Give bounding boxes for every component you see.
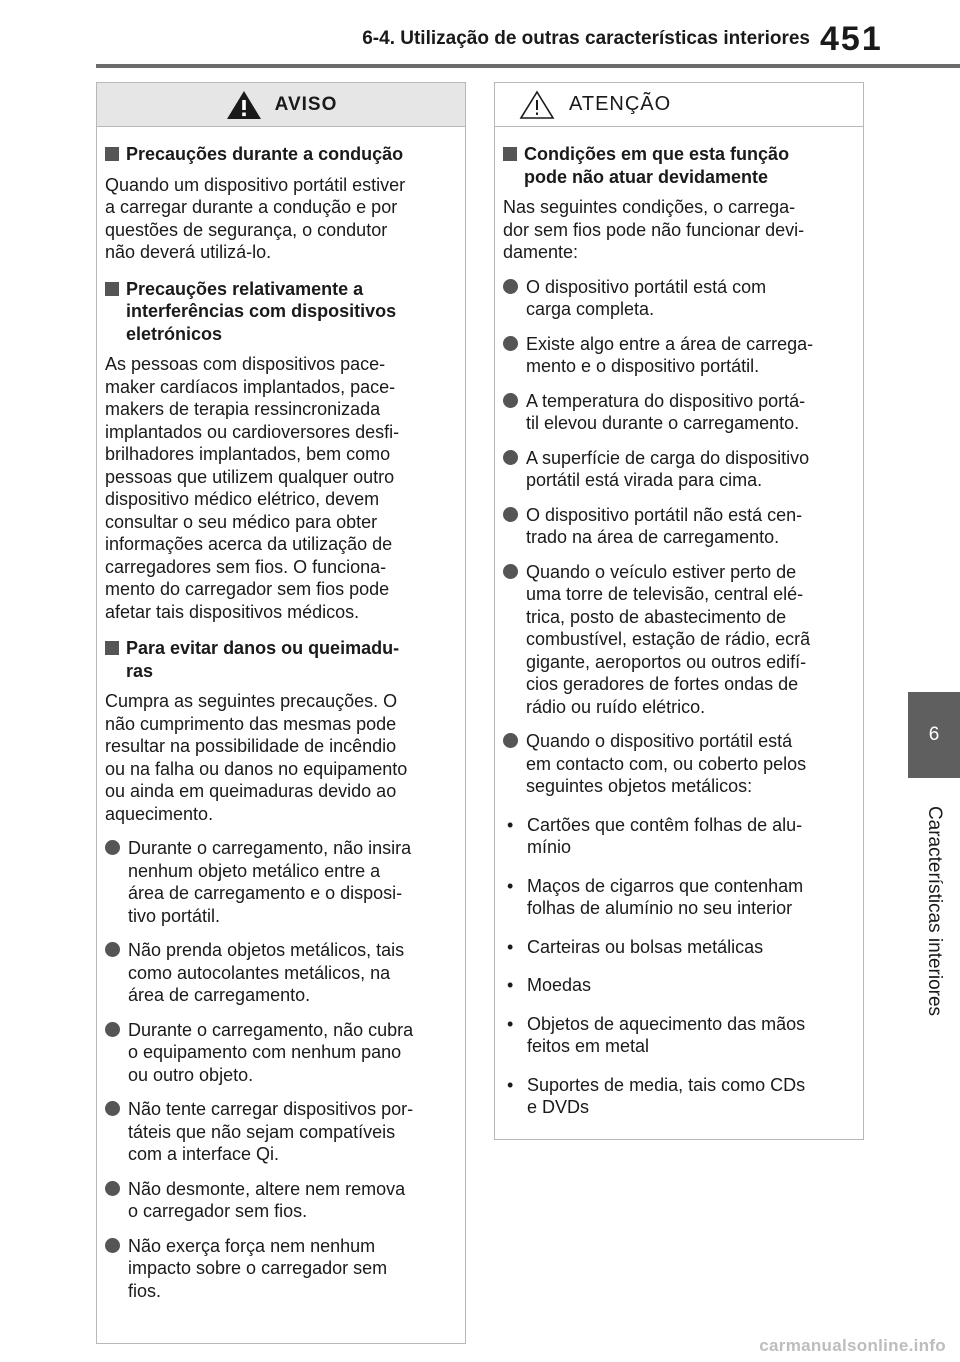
dash-list-item — [503, 814, 851, 859]
caution-triangle-icon — [519, 90, 555, 120]
text-line: O dispositivo portátil está com — [526, 276, 767, 297]
text-line: dispositivo médico elétrico, devem — [105, 489, 380, 509]
text-line: aquecimento. — [105, 803, 214, 824]
text-line: fios. — [128, 1280, 162, 1301]
circle-bullet-icon — [105, 1022, 120, 1037]
list-item — [105, 939, 453, 1007]
text-line: dor sem fios pode não funcionar devi- — [503, 219, 805, 240]
text-line: brilhadores implantados, bem como — [105, 444, 391, 464]
text-line: portátil está virada para cima. — [526, 470, 763, 490]
text-line: Objetos de aquecimento das mãos — [527, 1013, 806, 1034]
text-line: em contacto com, ou coberto pelos — [526, 753, 807, 774]
text-line: combustível, estação de rádio, ecrã — [526, 629, 811, 649]
paragraph — [105, 353, 453, 623]
circle-bullet-icon — [503, 393, 518, 408]
list-item — [503, 390, 851, 435]
circle-bullet-icon — [503, 450, 518, 465]
heading-line: Precauções durante a condução — [126, 144, 404, 164]
circle-bullet-icon — [105, 942, 120, 957]
text-line: rádio ou ruído elétrico. — [526, 696, 706, 717]
heading-line: eletrónicos — [126, 323, 223, 344]
caution-title: ATENÇÃO — [569, 93, 672, 115]
text-line: gigante, aeroportos ou outros edifí- — [526, 651, 807, 672]
square-bullet-icon — [105, 282, 119, 296]
list-item — [105, 1019, 453, 1087]
text-line: A temperatura do dispositivo portá- — [526, 390, 806, 411]
circle-bullet-icon — [503, 336, 518, 351]
watermark: carmanualsonline.info — [759, 1336, 946, 1355]
text-line: damente: — [503, 242, 579, 262]
dash-list-item — [503, 1013, 851, 1058]
circle-bullet-icon — [503, 733, 518, 748]
text-line: mínio — [527, 837, 572, 857]
text-line: feitos em metal — [527, 1036, 650, 1056]
text-line: Existe algo entre a área de carrega- — [526, 333, 814, 354]
text-line: mento e o dispositivo portátil. — [526, 356, 760, 376]
dash-bullet-icon: • — [507, 875, 514, 896]
text-line: implantados ou cardioversores desfi- — [105, 421, 400, 442]
text-line: resultar na possibilidade de incêndio — [105, 736, 397, 756]
text-line: uma torre de televisão, central elé- — [526, 584, 804, 604]
heading-line: Para evitar danos ou queimadu- — [126, 638, 400, 658]
text-line: Durante o carregamento, não cubra — [128, 1019, 414, 1040]
page-number: 451 — [820, 20, 883, 58]
text-line: afetar tais dispositivos médicos. — [105, 601, 360, 622]
text-line: makers de terapia ressincronizada — [105, 399, 381, 419]
list-item — [105, 837, 453, 927]
dash-bullet-icon: • — [507, 814, 514, 835]
circle-bullet-icon — [503, 507, 518, 522]
text-line: Quando o veículo estiver perto de — [526, 561, 797, 582]
text-line: Moedas — [527, 975, 592, 995]
heading-line: Precauções relativamente a — [126, 278, 364, 299]
text-line: Quando o dispositivo portátil está — [526, 731, 793, 751]
text-line: Durante o carregamento, não insira — [128, 838, 412, 858]
text-line: tivo portátil. — [128, 905, 221, 926]
text-line: Não exerça força nem nenhum — [128, 1235, 376, 1256]
text-line: ou ainda em queimaduras devido ao — [105, 781, 397, 801]
text-line: Maços de cigarros que contenham — [527, 875, 804, 896]
text-line: Não tente carregar dispositivos por- — [128, 1099, 414, 1119]
heading-line: ras — [126, 660, 154, 681]
text-line: nenhum objeto metálico entre a — [128, 860, 381, 881]
section-title: 6-4. Utilização de outras características interiores — [362, 28, 810, 49]
text-line: mento do carregador sem fios pode — [105, 579, 390, 599]
text-line: trica, posto de abastecimento de — [526, 606, 787, 627]
dash-list-item — [503, 936, 851, 959]
heading-line: interferências com dispositivos — [126, 301, 397, 321]
list-item — [503, 447, 851, 492]
list-item — [503, 730, 851, 798]
circle-bullet-icon — [105, 1101, 120, 1116]
circle-bullet-icon — [105, 1181, 120, 1196]
text-line: Cumpra as seguintes precauções. O — [105, 691, 398, 711]
section-heading — [105, 278, 453, 346]
chapter-label — [908, 786, 960, 1036]
text-line: consultar o seu médico para obter — [105, 511, 378, 532]
warning-box — [96, 82, 466, 1344]
text-line: Quando um dispositivo portátil estiver — [105, 174, 406, 195]
list-item — [105, 1178, 453, 1223]
dash-bullet-icon: • — [507, 1013, 514, 1034]
list-item — [503, 504, 851, 549]
text-line: questões de segurança, o condutor — [105, 219, 388, 240]
text-line: e DVDs — [527, 1097, 590, 1117]
text-line: o equipamento com nenhum pano — [128, 1042, 402, 1062]
text-line: Suportes de media, tais como CDs — [527, 1074, 806, 1095]
text-line: carregadores sem fios. O funciona- — [105, 556, 387, 577]
text-line: trado na área de carregamento. — [526, 527, 780, 547]
circle-bullet-icon — [503, 279, 518, 294]
dash-list-item — [503, 1074, 851, 1119]
list-item — [105, 1235, 453, 1303]
warning-header — [97, 83, 465, 127]
text-line: área de carregamento. — [128, 985, 311, 1005]
circle-bullet-icon — [105, 1238, 120, 1253]
section-heading — [105, 637, 453, 682]
text-line: folhas de alumínio no seu interior — [527, 898, 793, 918]
text-line: o carregador sem fios. — [128, 1201, 308, 1221]
text-line: não cumprimento das mesmas pode — [105, 713, 397, 734]
text-line: As pessoas com dispositivos pace- — [105, 354, 386, 374]
chapter-tab[interactable]: 6 — [908, 692, 960, 778]
dash-bullet-icon: • — [507, 936, 514, 957]
list-item — [503, 276, 851, 321]
text-line: pessoas que utilizem qualquer outro — [105, 466, 395, 487]
square-bullet-icon — [503, 147, 517, 161]
text-line: carga completa. — [526, 299, 655, 319]
warning-triangle-icon — [225, 89, 263, 121]
text-line: A superfície de carga do dispositivo — [526, 447, 810, 468]
text-line: Nas seguintes condições, o carrega- — [503, 197, 796, 217]
header-rule — [96, 64, 960, 68]
circle-bullet-icon — [503, 564, 518, 579]
heading-line: Condições em que esta função — [524, 144, 790, 164]
paragraph — [105, 690, 453, 825]
text-line: táteis que não sejam compatíveis — [128, 1121, 396, 1142]
text-line: Não desmonte, altere nem remova — [128, 1178, 406, 1199]
paragraph — [105, 174, 453, 264]
caution-box — [494, 82, 864, 1140]
list-item — [503, 561, 851, 719]
warning-title: AVISO — [274, 93, 338, 115]
text-line: como autocolantes metálicos, na — [128, 962, 391, 983]
text-line: com a interface Qi. — [128, 1144, 280, 1164]
text-line: til elevou durante o carregamento. — [526, 413, 800, 433]
dash-bullet-icon: • — [507, 975, 514, 995]
text-line: Cartões que contêm folhas de alu- — [527, 814, 803, 835]
heading-line: pode não atuar devidamente — [524, 166, 769, 187]
text-line: a carregar durante a condução e por — [105, 197, 398, 217]
section-heading — [105, 143, 453, 166]
text-line: ou na falha ou danos no equipamento — [105, 758, 408, 779]
circle-bullet-icon — [105, 840, 120, 855]
chapter-label-text: Características interiores — [924, 805, 945, 1017]
list-item — [503, 333, 851, 378]
text-line: cios geradores de fortes ondas de — [526, 674, 799, 694]
text-line: impacto sobre o carregador sem — [128, 1258, 388, 1278]
text-line: não deverá utilizá-lo. — [105, 242, 272, 262]
square-bullet-icon — [105, 147, 119, 161]
caution-header — [495, 83, 863, 127]
text-line: seguintes objetos metálicos: — [526, 776, 753, 796]
section-heading — [503, 143, 851, 188]
text-line: informações acerca da utilização de — [105, 534, 393, 554]
square-bullet-icon — [105, 641, 119, 655]
list-item — [105, 1098, 453, 1166]
text-line: Não prenda objetos metálicos, tais — [128, 940, 405, 960]
dash-list-item — [503, 875, 851, 920]
text-line: Carteiras ou bolsas metálicas — [527, 936, 764, 957]
text-line: maker cardíacos implantados, pace- — [105, 376, 396, 397]
text-line: área de carregamento e o disposi- — [128, 883, 403, 903]
text-line: O dispositivo portátil não está cen- — [526, 504, 803, 525]
dash-list-item — [503, 974, 851, 997]
paragraph — [503, 196, 851, 264]
text-line: ou outro objeto. — [128, 1064, 254, 1085]
dash-bullet-icon: • — [507, 1074, 514, 1095]
